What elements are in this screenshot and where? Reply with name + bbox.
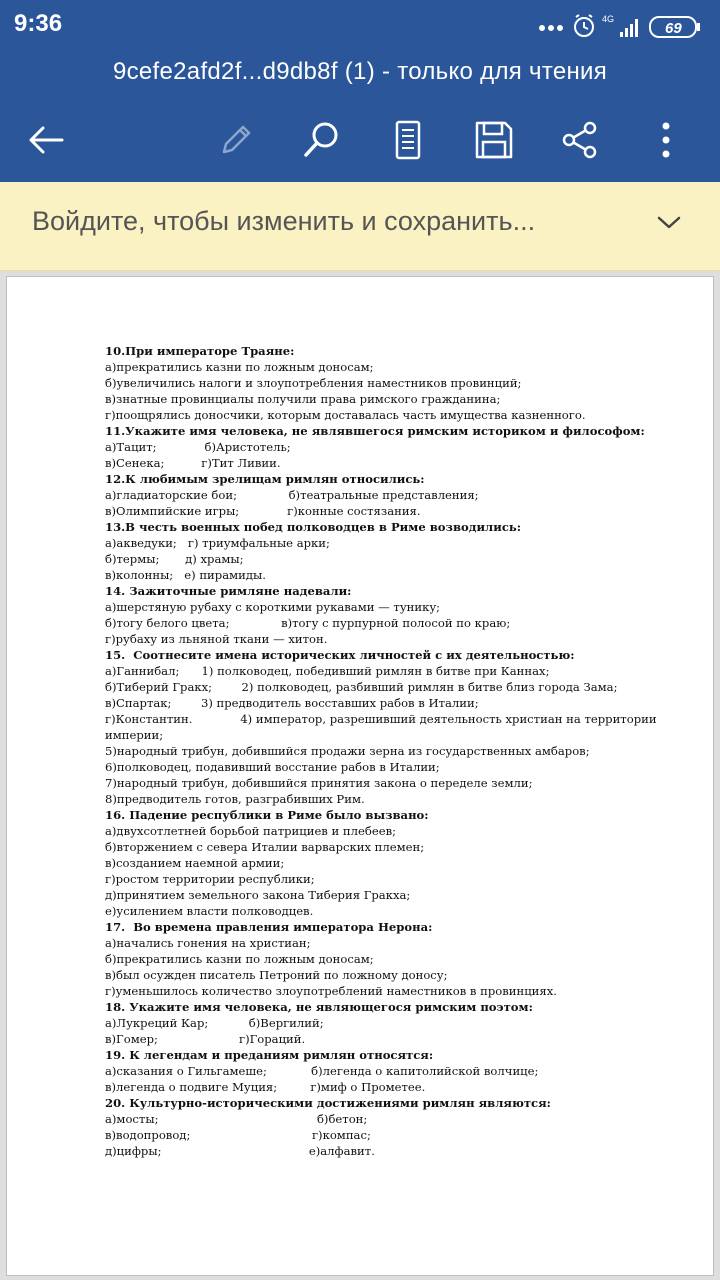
question-line: 12.К любимым зрелищам римлян относились: (105, 472, 425, 486)
answer-line: в)водопровод; г)компас; (105, 1128, 371, 1142)
edit-pencil-icon (216, 120, 256, 160)
answer-line: г)рубаху из льняной ткани — хитон. (105, 632, 328, 646)
answer-line: б)термы; д) храмы; (105, 552, 244, 566)
answer-line: а)шерстяную рубаху с короткими рукавами — тунику; (105, 600, 441, 614)
banner-text: Войдите, чтобы изменить и сохранить... (32, 206, 536, 236)
answer-line: г)ростом территории республики; (105, 872, 315, 886)
question-line: 10.При императоре Траяне: (105, 344, 295, 358)
save-button[interactable] (466, 112, 522, 168)
edit-button[interactable] (208, 112, 264, 168)
banner-expand-button[interactable] (656, 214, 682, 236)
answer-line: б)Тиберий Гракх; 2) полководец, разбивший римлян в битве близ города Зама; (105, 680, 618, 694)
answer-line: г)поощрялись доносчики, которым доставалась часть имущества казненного. (105, 408, 586, 422)
answer-line: б)вторжением с севера Италии варварских племен; (105, 840, 425, 854)
back-button[interactable] (18, 112, 74, 168)
document-title: 9cefe2afd2f...d9db8f (1) - только для чтения (112, 58, 608, 85)
status-bar (0, 0, 720, 52)
question-line: 17. Во времена правления императора Нерона: (105, 920, 433, 934)
question-line: 18. Укажите имя человека, не являющегося римским поэтом: (105, 1000, 533, 1014)
more-dots-icon (539, 25, 563, 31)
status-icons-svg (534, 12, 704, 40)
answer-line: г)уменьшилось количество злоупотреблений наместников в провинциях. (105, 984, 557, 998)
answer-line: а)сказания о Гильгамеше; б)легенда о капитолийской волчице; (105, 1064, 539, 1078)
more-options-button[interactable] (638, 112, 694, 168)
answer-line: б)увеличились налоги и злоупотребления наместников провинций; (105, 376, 522, 390)
more-vertical-icon (656, 119, 676, 161)
search-button[interactable] (294, 112, 350, 168)
question-line: 15. Соотнесите имена исторических личностей с их деятельностью: (105, 648, 575, 662)
question-line: 13.В честь военных побед полководцев в Риме возводились: (105, 520, 522, 534)
answer-line: в)был осужден писатель Петроний по ложному доносу; (105, 968, 448, 982)
answer-line: е)усилением власти полководцев. (105, 904, 314, 918)
answer-line: 6)полководец, подавивший восстание рабов в Италии; (105, 760, 440, 774)
search-icon (301, 119, 343, 161)
title-bar (0, 52, 720, 182)
sign-in-banner[interactable] (0, 182, 720, 271)
battery-level: 69 (665, 20, 682, 37)
chevron-down-icon (656, 214, 682, 232)
document-page[interactable] (6, 276, 714, 1276)
answer-line: а)гладиаторские бои; б)театральные представления; (105, 488, 479, 502)
answer-line: в)Гомер; г)Гораций. (105, 1032, 306, 1046)
alarm-icon (575, 15, 593, 36)
answer-line: в)Сенека; г)Тит Ливии. (105, 456, 281, 470)
answer-line: в)Олимпийские игры; г)конные состязания. (105, 504, 421, 518)
reading-view-button[interactable] (380, 112, 436, 168)
share-icon (559, 119, 601, 161)
document-body (105, 343, 705, 1159)
answer-line: б)прекратились казни по ложным доносам; (105, 952, 374, 966)
answer-line: д)принятием земельного закона Тиберия Гракха; (105, 888, 411, 902)
share-button[interactable] (552, 112, 608, 168)
answer-line: а)прекратились казни по ложным доносам; (105, 360, 374, 374)
answer-line: а)двухсотлетней борьбой патрициев и плебеев; (105, 824, 397, 838)
back-arrow-icon (26, 120, 66, 160)
answer-line: а)начались гонения на христиан; (105, 936, 311, 950)
answer-line: д)цифры; е)алфавит. (105, 1144, 375, 1158)
answer-line: в)знатные провинциалы получили права римского гражданина; (105, 392, 501, 406)
answer-line: б)тогу белого цвета; в)тогу с пурпурной полосой по краю; (105, 616, 511, 630)
question-line: 16. Падение республики в Риме было вызвано: (105, 808, 429, 822)
answer-line: а)Ганнибал; 1) полководец, победивший римлян в битве при Каннах; (105, 664, 550, 678)
question-line: 20. Культурно-историческими достижениями римлян являются: (105, 1096, 551, 1110)
status-time: 9:36 (14, 10, 63, 37)
answer-line: 7)народный трибун, добившийся принятия закона о переделе земли; (105, 776, 533, 790)
answer-line: в)колонны; е) пирамиды. (105, 568, 266, 582)
answer-line: империи; (105, 728, 164, 742)
question-line: 11.Укажите имя человека, не являвшегося римским историком и философом: (105, 424, 645, 438)
answer-line: в)легенда о подвиге Муция; г)миф о Прометее. (105, 1080, 426, 1094)
save-icon (473, 119, 515, 161)
answer-line: а)мосты; б)бетон; (105, 1112, 368, 1126)
question-line: 19. К легендам и преданиям римлян относятся: (105, 1048, 434, 1062)
signal-icon (620, 19, 638, 37)
answer-line: г)Константин. 4) император, разрешивший деятельность христиан на территории (105, 712, 657, 726)
answer-line: 8)предводитель готов, разграбивших Рим. (105, 792, 365, 806)
network-type: 4G (602, 14, 615, 24)
answer-line: а)акведуки; г) триумфальные арки; (105, 536, 330, 550)
question-line: 14. Зажиточные римляне надевали: (105, 584, 352, 598)
answer-line: а)Тацит; б)Аристотель; (105, 440, 291, 454)
answer-line: в)созданием наемной армии; (105, 856, 285, 870)
answer-line: а)Лукреций Кар; б)Вергилий; (105, 1016, 324, 1030)
answer-line: 5)народный трибун, добившийся продажи зерна из государственных амбаров; (105, 744, 590, 758)
answer-line: в)Спартак; 3) предводитель восставших рабов в Италии; (105, 696, 479, 710)
reading-view-icon (388, 119, 428, 161)
status-icons (534, 12, 704, 40)
